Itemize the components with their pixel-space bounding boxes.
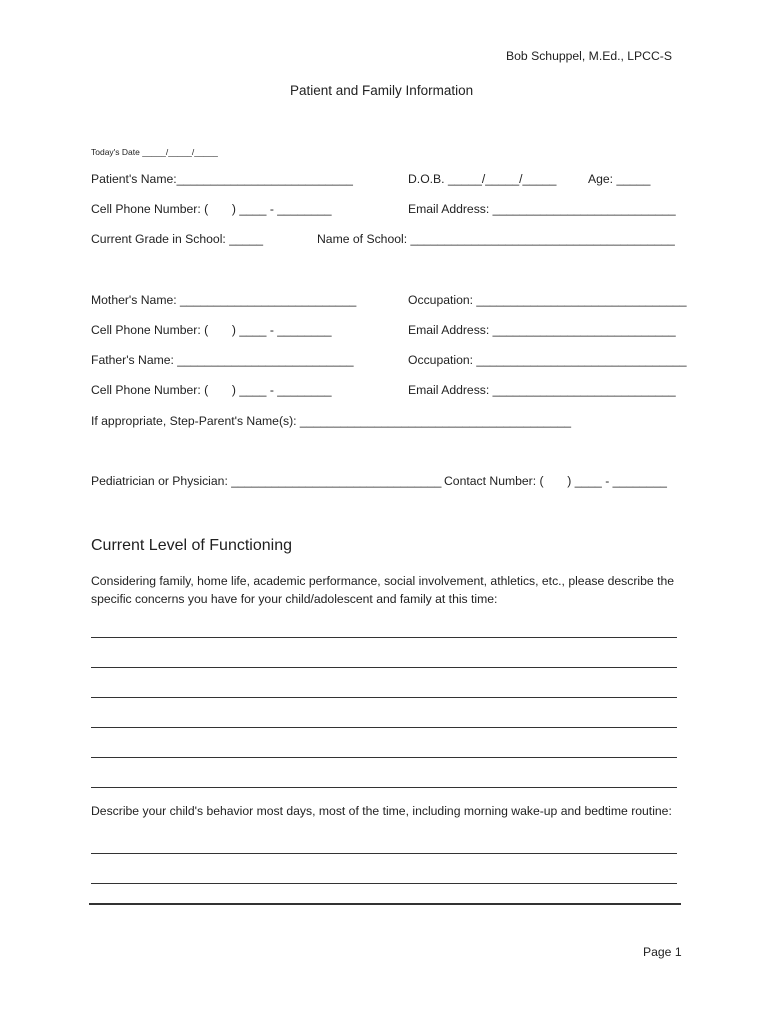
patient-email-field[interactable]: Email Address: ___________________________ <box>408 202 676 216</box>
section-heading: Current Level of Functioning <box>91 537 292 554</box>
age-field[interactable]: Age: _____ <box>588 172 651 186</box>
page-number: Page 1 <box>643 945 682 959</box>
concerns-answer-line-6[interactable] <box>91 787 677 788</box>
father-cell-field[interactable]: Cell Phone Number: ( ) ____ - ________ <box>91 383 332 397</box>
todays-date-field[interactable]: Today's Date _____/_____/_____ <box>91 147 218 157</box>
behavior-prompt: Describe your child's behavior most days, most of the time, including morning wake-up and bedtime routine: <box>91 804 672 818</box>
footer-divider <box>89 903 681 905</box>
mother-name-field[interactable]: Mother's Name: __________________________ <box>91 293 357 307</box>
father-email-field[interactable]: Email Address: ___________________________ <box>408 383 676 397</box>
page-title: Patient and Family Information <box>290 83 474 98</box>
concerns-answer-line-3[interactable] <box>91 697 677 698</box>
patient-cell-field[interactable]: Cell Phone Number: ( ) ____ - ________ <box>91 202 332 216</box>
physician-name-field[interactable]: Pediatrician or Physician: _______________________________ <box>91 474 442 488</box>
mother-cell-field[interactable]: Cell Phone Number: ( ) ____ - ________ <box>91 323 332 337</box>
patient-name-field[interactable]: Patient's Name:__________________________ <box>91 172 353 186</box>
dob-field[interactable]: D.O.B. _____/_____/_____ <box>408 172 557 186</box>
concerns-answer-line-2[interactable] <box>91 667 677 668</box>
concerns-answer-line-4[interactable] <box>91 727 677 728</box>
behavior-answer-line-2[interactable] <box>91 883 677 884</box>
step-parent-field[interactable]: If appropriate, Step-Parent's Name(s): ________________________________________ <box>91 414 572 428</box>
father-name-field[interactable]: Father's Name: __________________________ <box>91 353 354 367</box>
grade-field[interactable]: Current Grade in School: _____ <box>91 232 264 246</box>
mother-email-field[interactable]: Email Address: ___________________________ <box>408 323 676 337</box>
provider-name: Bob Schuppel, M.Ed., LPCC-S <box>506 49 672 63</box>
behavior-answer-line-1[interactable] <box>91 853 677 854</box>
physician-contact-field[interactable]: Contact Number: ( ) ____ - ________ <box>444 474 667 488</box>
concerns-answer-line-1[interactable] <box>91 637 677 638</box>
concerns-prompt: Considering family, home life, academic performance, social involvement, athletics, etc., please describe the specific concerns you have for your child/adolescent and family at this time: <box>91 574 675 606</box>
father-occupation-field[interactable]: Occupation: _______________________________ <box>408 353 687 367</box>
concerns-answer-line-5[interactable] <box>91 757 677 758</box>
school-field[interactable]: Name of School: _______________________________________ <box>317 232 675 246</box>
mother-occupation-field[interactable]: Occupation: _______________________________ <box>408 293 687 307</box>
